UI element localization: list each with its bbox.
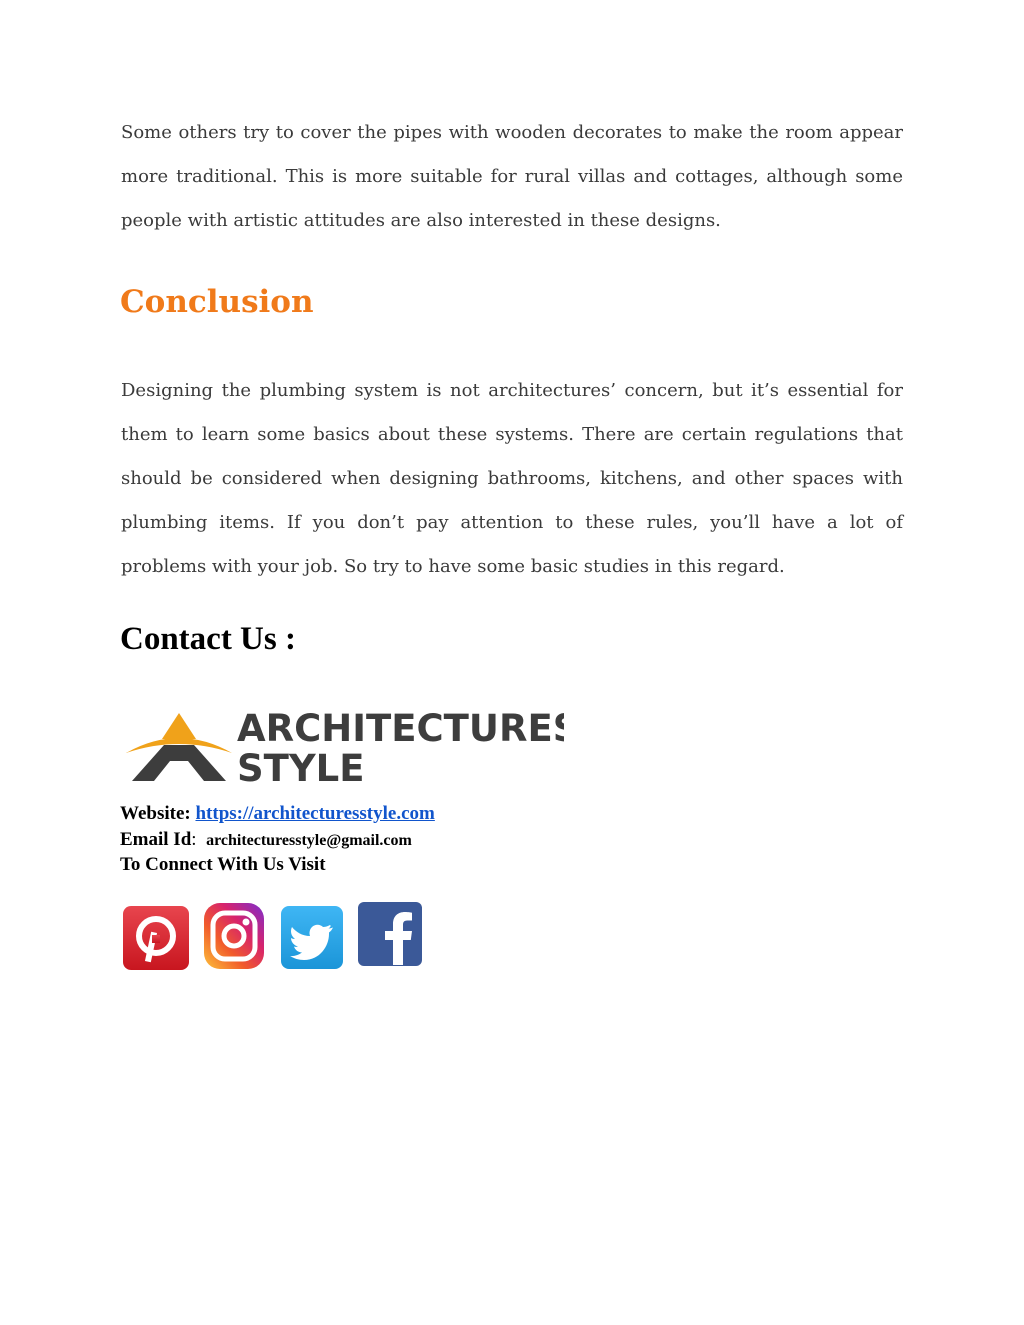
email-label: Email Id [120, 829, 192, 850]
architectures-style-logo [124, 705, 564, 785]
logo-text-line2: STYLE [237, 747, 365, 785]
logo-text-line1: ARCHITECTURES [237, 707, 564, 750]
website-label: Website: [120, 803, 191, 824]
facebook-icon[interactable] [357, 901, 423, 967]
instagram-icon[interactable] [202, 899, 266, 971]
intro-paragraph: Some others try to cover the pipes with wooden decorates to make the room appear more traditional. This is more suitable for rural villas and cottages, although some people with artistic attitudes are also interested in these designs. [121, 122, 903, 231]
contact-heading: Contact Us : [120, 621, 296, 657]
logo-door-shape [173, 763, 185, 777]
website-row [120, 803, 435, 825]
twitter-icon[interactable] [280, 905, 344, 971]
conclusion-heading: Conclusion [120, 284, 314, 320]
email-separator: : [191, 829, 197, 850]
logo-peak-shape [162, 713, 196, 739]
website-link[interactable]: https://architecturesstyle.com [195, 803, 435, 824]
connect-label: To Connect With Us Visit [120, 854, 326, 875]
email-row [120, 829, 412, 851]
email-value[interactable]: architecturesstyle@gmail.com [206, 832, 412, 849]
conclusion-paragraph: Designing the plumbing system is not architectures’ concern, but it’s essential for them to learn some basics about these systems. There are certain regulations that should be considered when designing bathrooms, kitchens, and other spaces with plumbing items. If you don’t pay attention to these rules, you’ll have a lot of problems with your job. So try to have some basic studies in this regard. [121, 380, 903, 577]
logo-graphic [124, 705, 564, 785]
pinterest-icon[interactable] [122, 905, 190, 971]
